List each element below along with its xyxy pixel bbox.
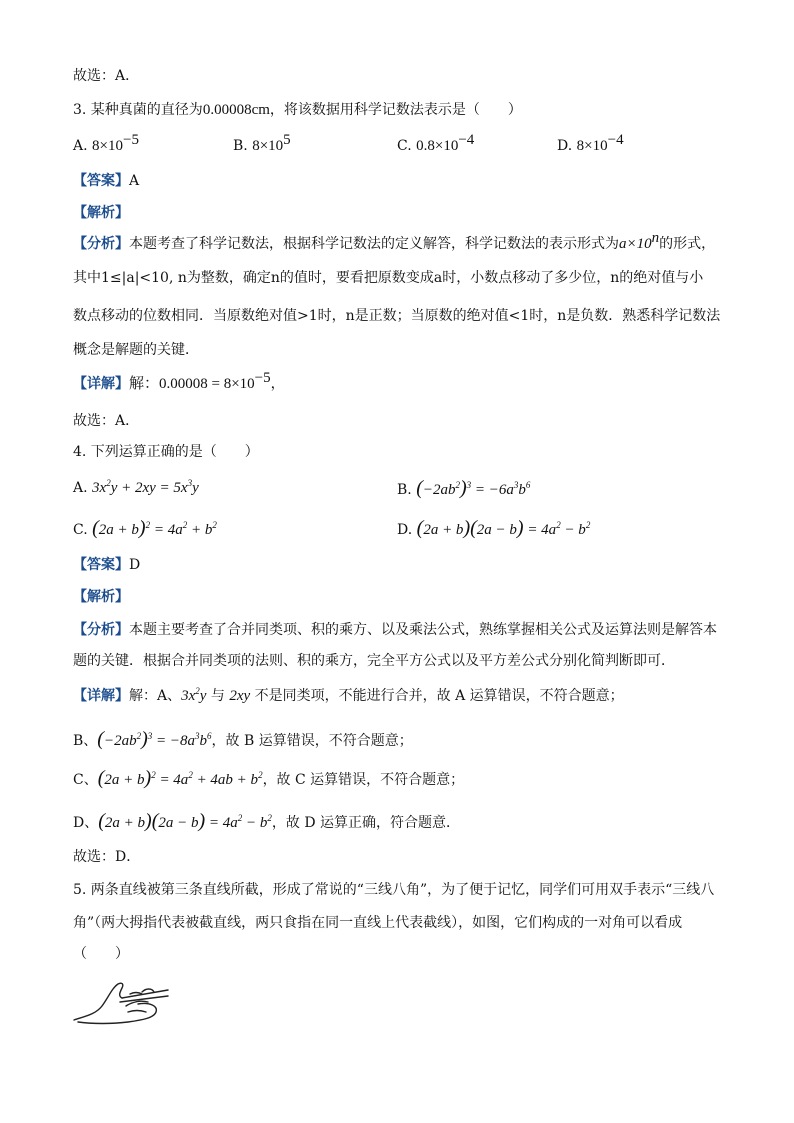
fenxi-exponent: n — [651, 230, 660, 246]
q4-stem: 4. 下列运算正确的是（ ） — [73, 444, 259, 460]
q4-answer — [73, 555, 140, 575]
detail-prefix: B、 — [73, 733, 98, 749]
q3-fenxi-line-2: 其中1≤|a|<10, n为整数，确定n的值时，要看把原数变成a时，小数点移动了多少位，n的绝对值与小 — [73, 270, 704, 286]
option-letter: A. — [73, 138, 88, 154]
detail-math: $(2a + b)^2 = 4a^2 + 4ab + b^2$ — [97, 767, 263, 789]
q3-fenxi-line-3: 数点移动的位数相同．当原数绝对值>1时，n是正数；当原数的绝对值<1时，n是负数．熟悉科学记数法 — [73, 308, 721, 324]
q3-stem-text: 3. 某种真菌的直径为 — [73, 102, 203, 118]
option-letter: A. — [73, 480, 88, 496]
detail-tag: 【详解】 — [73, 688, 129, 704]
q5-stem-line-2: 角”（两大拇指代表被截直线，两只食指在同一直线上代表截线），如图，它们构成的一对角可以看成 — [73, 915, 683, 931]
option-letter: D. — [397, 522, 413, 538]
q4-fenxi-line-1 — [73, 620, 717, 640]
option-d-expression: $(2a + b)(2a - b) = 4a^2 - b^2$ — [416, 517, 591, 539]
option-b-expression: $(-2ab^2)^3 = -6a^3b^6$ — [416, 477, 531, 499]
q3-analysis-tag — [73, 203, 129, 223]
q5-stem-line-1: 5. 两条直线被第三条直线所截，形成了常说的“三线八角”，为了便于记忆，同学们可用双手表示“三线八 — [73, 882, 715, 898]
fenxi-tag: 【分析】 — [73, 622, 129, 638]
option-letter: D. — [557, 138, 573, 154]
detail-prefix: D、 — [73, 815, 99, 831]
option-value: 8×10 — [92, 138, 123, 154]
detail-exponent: −5 — [254, 370, 271, 386]
q4-option-a — [73, 478, 199, 498]
q4-option-c — [73, 518, 217, 540]
detail-math: $(-2ab^2)^3 = -8a^3b^6$ — [97, 728, 212, 750]
q4-detail-b — [73, 729, 413, 751]
conclusion-prev: 故选：A． — [73, 68, 140, 84]
q3-option-b — [233, 132, 291, 156]
detail-suffix: ，故 C 运算错误，不符合题意； — [262, 772, 465, 788]
option-exponent: −5 — [122, 132, 139, 148]
q3-option-c — [397, 132, 475, 156]
detail-prefix: C、 — [73, 772, 98, 788]
option-value: 8×10 — [576, 138, 608, 154]
answer-tag: 【答案】 — [73, 173, 129, 189]
detail-suffix: ，故 D 运算正确，符合题意． — [271, 815, 461, 831]
fenxi-text: 本题主要考查了合并同类项、积的乘方、以及乘法公式，熟练掌握相关公式及运算法则是解答本 — [129, 622, 717, 638]
answer-value: A — [129, 173, 140, 189]
option-exponent: −4 — [458, 132, 475, 148]
q4-conclusion: 故选：D． — [73, 849, 141, 865]
q3-detail — [73, 370, 285, 394]
q4-detail-d — [73, 811, 460, 833]
detail-text-end: ， — [270, 376, 285, 392]
option-letter: C. — [397, 138, 412, 154]
detail-tag: 【详解】 — [73, 376, 129, 392]
q3-option-a — [73, 132, 139, 156]
option-value: 0.8×10 — [416, 138, 459, 154]
detail-math: 解：0.00008 = 8×10 — [129, 376, 255, 392]
q3-stem-number: 0.00008cm — [202, 102, 270, 118]
option-a-expression: $3x^2y + 2xy = 5x^3y$ — [92, 478, 199, 496]
detail-math: $(2a + b)(2a - b) = 4a^2 - b^2$ — [98, 810, 272, 832]
analysis-tag: 【解析】 — [73, 589, 129, 605]
detail-prefix: 解：A、 — [129, 688, 182, 704]
hands-figure — [72, 966, 172, 1026]
option-exponent: 5 — [283, 132, 291, 148]
answer-tag: 【答案】 — [73, 557, 129, 573]
fenxi-math: a×10 — [619, 236, 652, 252]
option-value: 8×10 — [252, 138, 284, 154]
analysis-tag: 【解析】 — [73, 205, 129, 221]
q5-stem-line-3: （ ） — [73, 946, 129, 962]
q3-option-d — [557, 132, 624, 156]
q4-analysis-tag — [73, 587, 129, 607]
q3-stem — [73, 100, 522, 120]
fenxi-text: 本题考查了科学记数法，根据科学记数法的定义解答，科学记数法的表示形式为 — [129, 236, 619, 252]
option-letter: B. — [233, 138, 248, 154]
detail-math-2: 2xy — [229, 688, 251, 704]
q4-option-d — [397, 518, 590, 540]
option-letter: B. — [397, 482, 412, 498]
q4-detail-a: 【详解】解：A、$3x^2y$ 与 2xy 不是同类项，不能进行合并，故 A 运算错误，不符合题意； — [73, 686, 624, 704]
fenxi-tag: 【分析】 — [73, 236, 129, 252]
q3-fenxi-line-1 — [73, 230, 716, 254]
detail-suffix: 不是同类项，不能进行合并，故 A 运算错误，不符合题意； — [254, 688, 624, 704]
option-exponent: −4 — [607, 132, 624, 148]
q3-answer — [73, 171, 139, 191]
q4-detail-c — [73, 768, 464, 790]
q3-conclusion: 故选：A． — [73, 413, 140, 429]
answer-value: D — [129, 557, 141, 573]
q4-option-b — [397, 478, 530, 500]
option-c-expression: $(2a + b)^2 = 4a^2 + b^2$ — [92, 517, 217, 539]
option-letter: C. — [73, 522, 88, 538]
fenxi-text-end: 的形式， — [659, 236, 716, 252]
detail-suffix: ，故 B 运算错误，不符合题意； — [211, 733, 413, 749]
q4-fenxi-line-2: 题的关键．根据合并同类项的法则、积的乘方，完全平方公式以及平方差公式分别化简判断即可． — [73, 653, 675, 669]
detail-math: $3x^2y$ — [181, 686, 207, 704]
q3-stem-text-2: ，将该数据用科学记数法表示是（ ） — [269, 102, 522, 118]
q3-fenxi-line-4: 概念是解题的关键． — [73, 342, 199, 358]
